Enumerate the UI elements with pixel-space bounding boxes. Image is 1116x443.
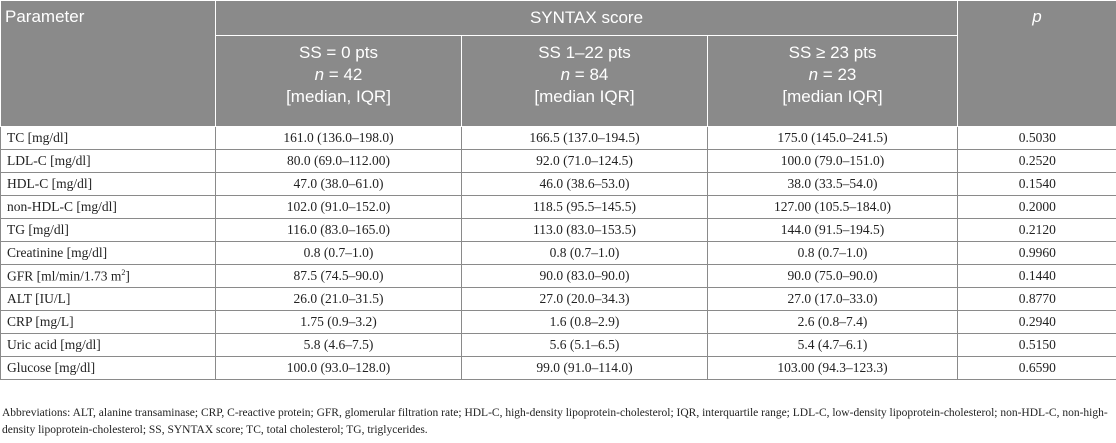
row-ss1-22-value: 0.8 (0.7–1.0) [462, 242, 708, 265]
row-ss23-value: 90.0 (75.0–90.0) [708, 265, 958, 288]
row-p-value: 0.2120 [958, 219, 1116, 242]
row-parameter: TG [mg/dl] [1, 219, 216, 242]
table-row [1, 196, 1116, 219]
row-ss23-value: 2.6 (0.8–7.4) [708, 311, 958, 334]
table-row [1, 219, 1116, 242]
row-ss0-value: 26.0 (21.0–31.5) [216, 288, 462, 311]
row-ss23-value: 27.0 (17.0–33.0) [708, 288, 958, 311]
row-p-value: 0.1440 [958, 265, 1116, 288]
row-p-value: 0.9960 [958, 242, 1116, 265]
row-parameter: ALT [IU/L] [1, 288, 216, 311]
row-ss1-22-value: 166.5 (137.0–194.5) [462, 127, 708, 150]
table-row [1, 173, 1116, 196]
row-parameter: Creatinine [mg/dl] [1, 242, 216, 265]
group-n: n = 42 [314, 65, 363, 84]
group-stat: [median, IQR] [286, 87, 391, 106]
row-ss1-22-value: 99.0 (91.0–114.0) [462, 357, 708, 380]
row-ss23-value: 144.0 (91.5–194.5) [708, 219, 958, 242]
group-label: SS ≥ 23 pts [788, 43, 877, 62]
row-ss23-value: 100.0 (79.0–151.0) [708, 150, 958, 173]
row-ss1-22-value: 113.0 (83.0–153.5) [462, 219, 708, 242]
row-parameter: GFR [ml/min/1.73 $m^2$] [1, 265, 216, 288]
row-parameter: Uric acid [mg/dl] [1, 334, 216, 357]
group-n: n = 23 [808, 65, 857, 84]
row-p-value: 0.2520 [958, 150, 1116, 173]
row-ss23-value: 103.00 (94.3–123.3) [708, 357, 958, 380]
row-ss0-value: 102.0 (91.0–152.0) [216, 196, 462, 219]
group-label: SS = 0 pts [299, 43, 378, 62]
row-ss1-22-value: 46.0 (38.6–53.0) [462, 173, 708, 196]
row-ss0-value: 87.5 (74.5–90.0) [216, 265, 462, 288]
row-ss23-value: 38.0 (33.5–54.0) [708, 173, 958, 196]
row-ss1-22-value: 92.0 (71.0–124.5) [462, 150, 708, 173]
row-p-value: 0.5030 [958, 127, 1116, 150]
row-parameter: non-HDL-C [mg/dl] [1, 196, 216, 219]
header-group-ss23 [708, 36, 958, 127]
table-row [1, 334, 1116, 357]
row-ss0-value: 161.0 (136.0–198.0) [216, 127, 462, 150]
group-label: SS 1–22 pts [538, 43, 631, 62]
row-ss1-22-value: 118.5 (95.5–145.5) [462, 196, 708, 219]
row-p-value: 0.6590 [958, 357, 1116, 380]
header-group-ss0 [216, 36, 462, 127]
row-ss0-value: 100.0 (93.0–128.0) [216, 357, 462, 380]
row-ss23-value: 0.8 (0.7–1.0) [708, 242, 958, 265]
row-ss0-value: 47.0 (38.0–61.0) [216, 173, 462, 196]
group-stat: [median IQR] [782, 87, 883, 106]
row-ss23-value: 5.4 (4.7–6.1) [708, 334, 958, 357]
table-row [1, 288, 1116, 311]
header-parameter: Parameter [1, 1, 216, 127]
row-p-value: 0.8770 [958, 288, 1116, 311]
row-parameter: TC [mg/dl] [1, 127, 216, 150]
table-row [1, 150, 1116, 173]
group-n: n = 84 [560, 65, 609, 84]
row-p-value: 0.1540 [958, 173, 1116, 196]
row-ss23-value: 175.0 (145.0–241.5) [708, 127, 958, 150]
row-parameter: HDL-C [mg/dl] [1, 173, 216, 196]
row-ss23-value: 127.00 (105.5–184.0) [708, 196, 958, 219]
row-ss0-value: 116.0 (83.0–165.0) [216, 219, 462, 242]
table-row [1, 311, 1116, 334]
header-p: p [958, 1, 1116, 127]
row-parameter: Glucose [mg/dl] [1, 357, 216, 380]
row-parameter: CRP [mg/L] [1, 311, 216, 334]
row-ss1-22-value: 27.0 (20.0–34.3) [462, 288, 708, 311]
table-row [1, 265, 1116, 288]
header-group-ss1-22 [462, 36, 708, 127]
table-row [1, 242, 1116, 265]
header-syntax-score: SYNTAX score [216, 1, 958, 36]
row-p-value: 0.2000 [958, 196, 1116, 219]
row-p-value: 0.5150 [958, 334, 1116, 357]
row-ss1-22-value: 1.6 (0.8–2.9) [462, 311, 708, 334]
row-parameter: LDL-C [mg/dl] [1, 150, 216, 173]
abbreviations-footnote: Abbreviations: ALT, alanine transaminase; CRP, C-reactive protein; GFR, glomerular filtration rate; HDL-C, high-density lipoprotein-cholesterol; IQR, interquartile range; LDL-C, low-density lipoprotein-cholesterol; non-HDL-C, non-high-density lipoprotein-cholesterol; SS, SYNTAX score; TC, total cholesterol; TG, triglycerides. [2, 407, 1108, 436]
group-stat: [median IQR] [534, 87, 635, 106]
row-ss0-value: 80.0 (69.0–112.00) [216, 150, 462, 173]
table-row [1, 127, 1116, 150]
row-ss0-value: 1.75 (0.9–3.2) [216, 311, 462, 334]
table-row [1, 357, 1116, 380]
row-ss0-value: 5.8 (4.6–7.5) [216, 334, 462, 357]
row-ss1-22-value: 90.0 (83.0–90.0) [462, 265, 708, 288]
row-ss0-value: 0.8 (0.7–1.0) [216, 242, 462, 265]
row-ss1-22-value: 5.6 (5.1–6.5) [462, 334, 708, 357]
row-p-value: 0.2940 [958, 311, 1116, 334]
table-body [1, 127, 1116, 380]
